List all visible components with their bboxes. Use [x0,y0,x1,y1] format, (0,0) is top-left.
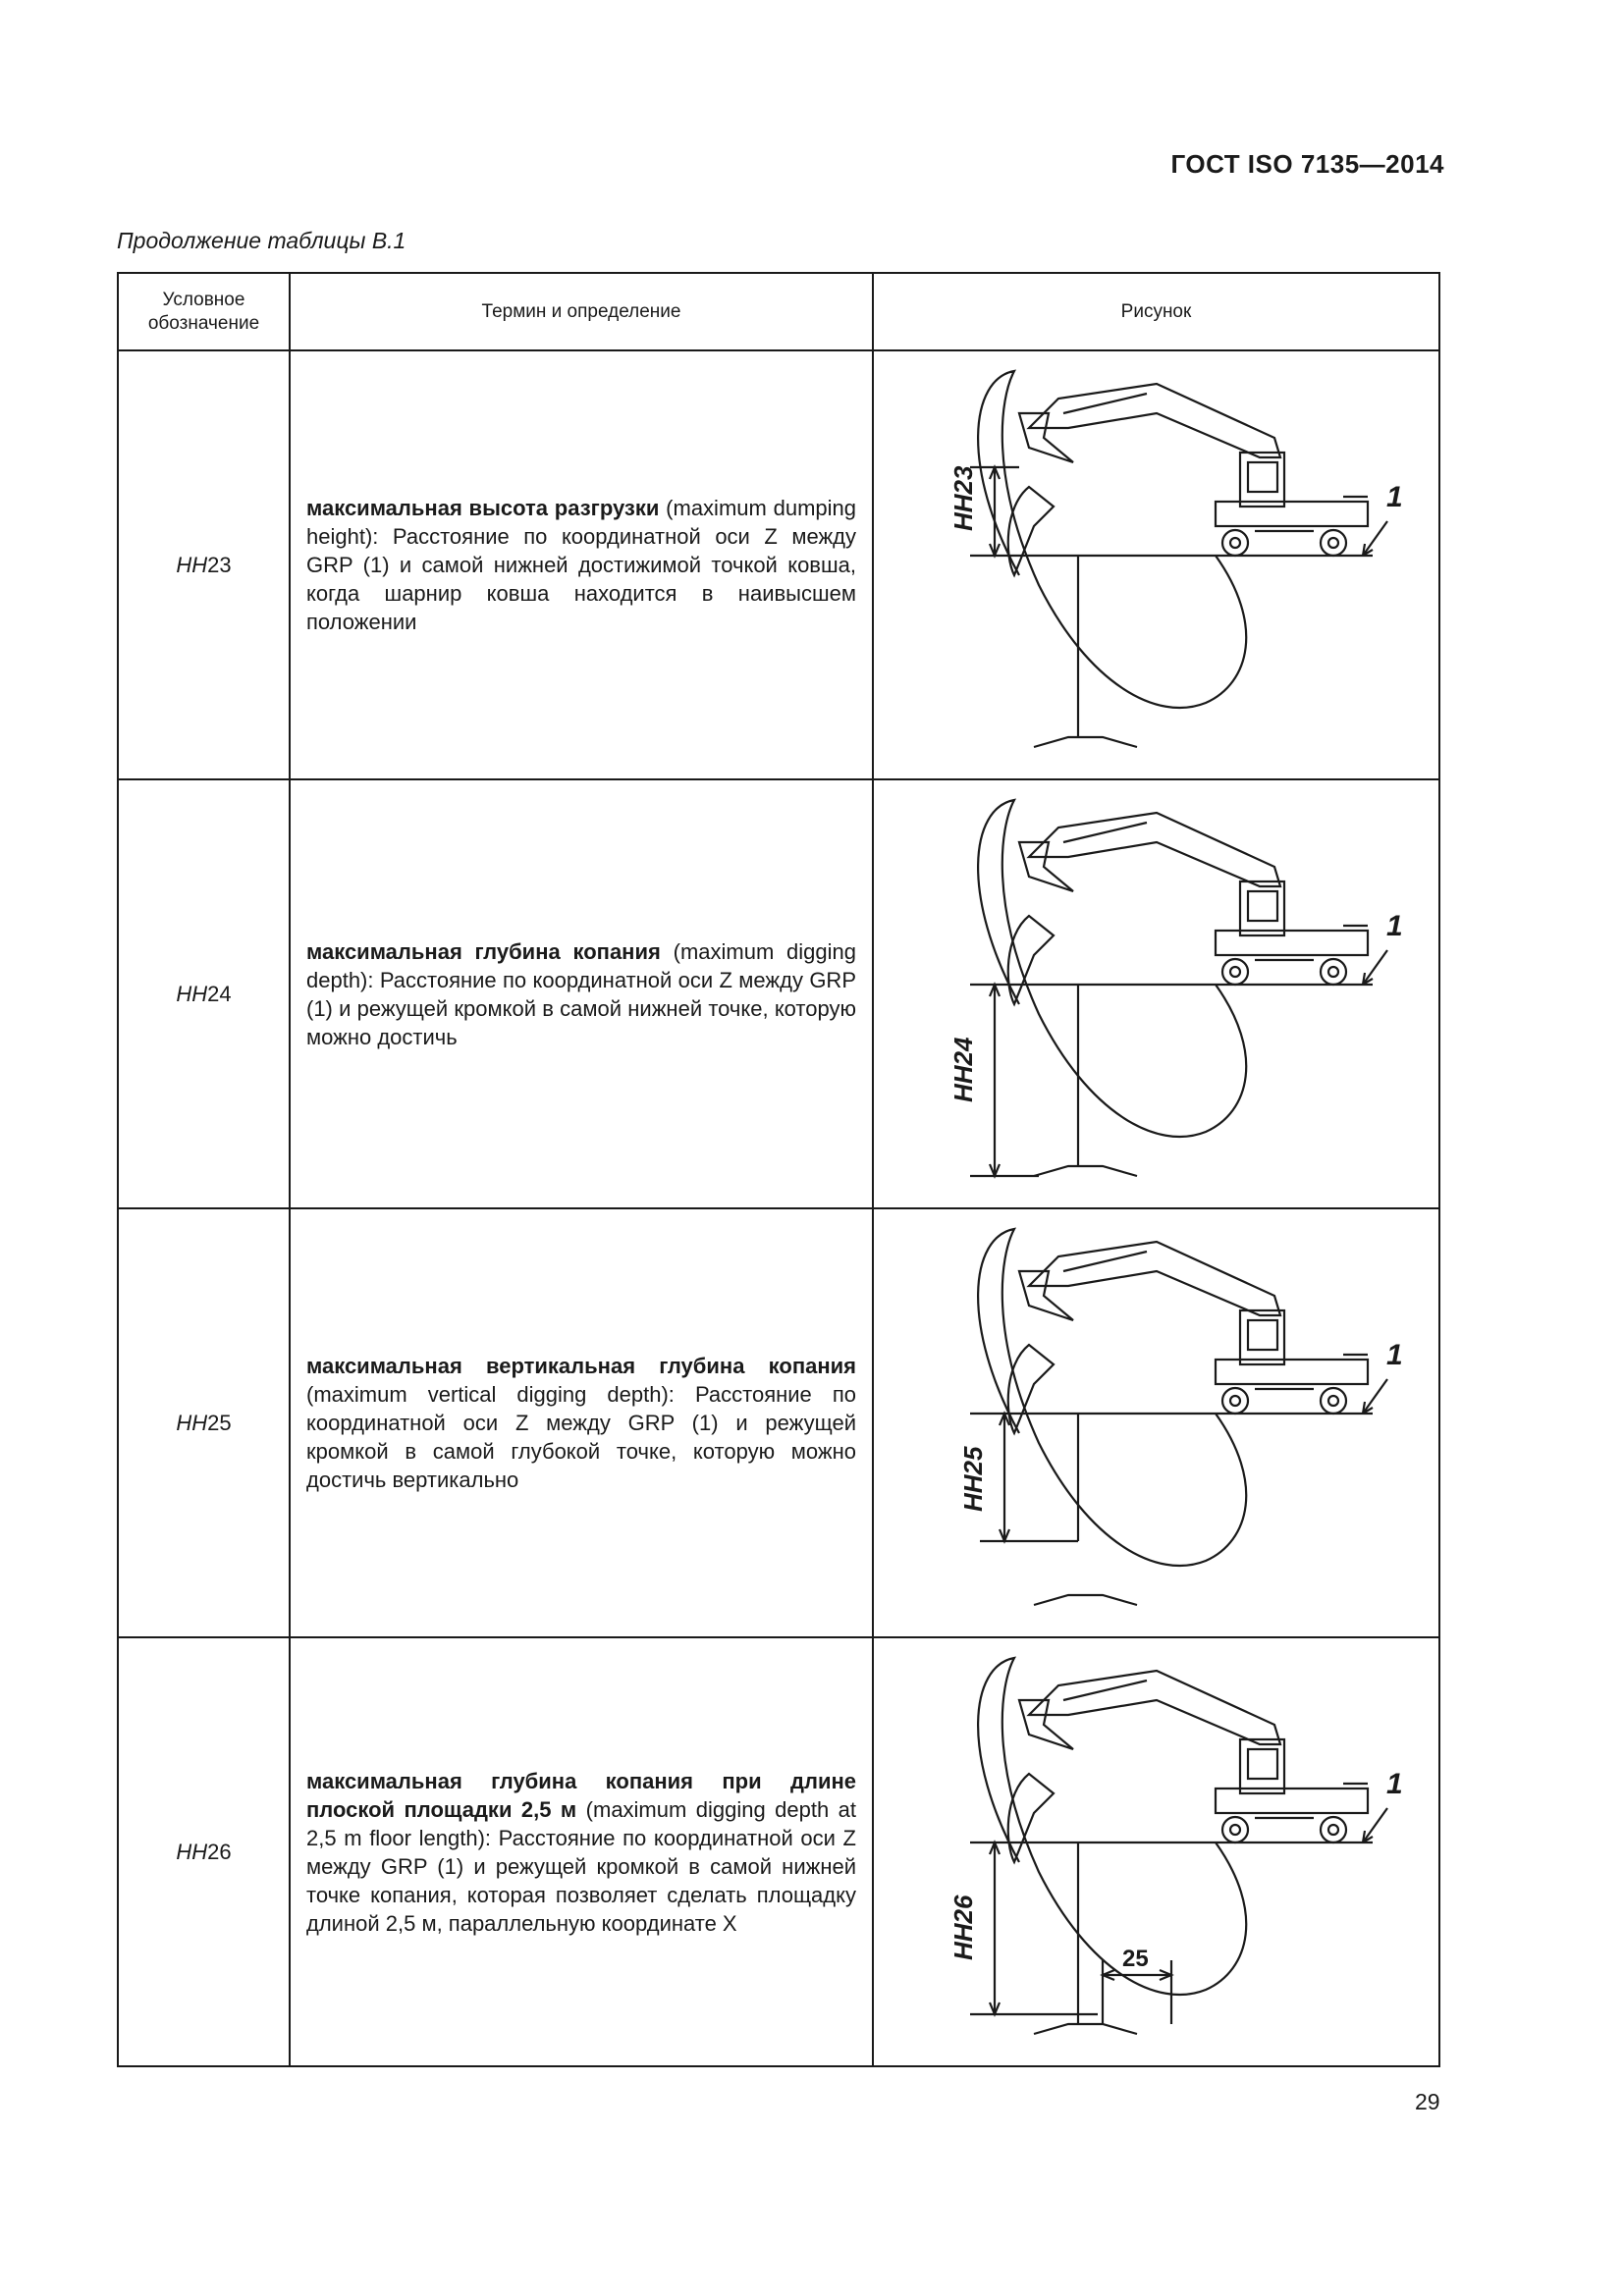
term-definition: (maximum digging depth): Расстояние по координатной оси Z между GRP (1) и режущей кромкой в самой нижней точке, которую можно достичь [306,938,857,1049]
floor-length-label: 25 [1121,1945,1149,1972]
symbol-number: 25 [207,1410,232,1435]
excavator-figure [901,1646,1412,2058]
table-row [118,1637,1439,2066]
symbol-prefix: HH [176,1839,208,1864]
symbol-prefix: HH [176,981,208,1006]
column-header-symbol: Условное обозначение [118,273,290,350]
term-title: максимальная высота разгрузки [306,496,660,520]
symbol-number: 24 [207,981,232,1006]
symbol-number: 23 [207,552,232,577]
column-header-figure: Рисунок [873,273,1439,350]
symbol-number: 26 [207,1839,232,1864]
document-id: ГОСТ ISO 7135—2014 [1170,149,1444,179]
term-cell [290,350,873,779]
table-row [118,350,1439,779]
page-number: 29 [1415,2089,1440,2114]
dimension-label: HH25 [957,1446,988,1512]
symbol-prefix: HH [176,1410,208,1435]
table-row [118,1208,1439,1637]
excavator-figure [901,788,1412,1201]
excavator-figure [901,359,1412,772]
symbol-cell [118,1637,290,2066]
dimension-label: HH24 [947,1037,978,1102]
table-caption: Продолжение таблицы В.1 [117,228,406,253]
dimension-label: HH23 [947,465,978,531]
figure-cell [873,1637,1439,2066]
term-definition: (maximum vertical digging depth): Расстояние по координатной оси Z между GRP (1) и режущей кромкой в самой глубокой точке, которую можно достичь вертикально [306,1382,856,1492]
symbol-cell [118,350,290,779]
term-title: максимальная вертикальная глубина копания [306,1354,856,1378]
symbol-cell [118,779,290,1208]
term-cell [290,1208,873,1637]
symbol-cell [118,1208,290,1637]
term-cell [290,1637,873,2066]
table-header-row [118,273,1439,350]
grp-label: 1 [1385,1338,1403,1371]
grp-label: 1 [1385,1767,1403,1800]
symbol-prefix: HH [176,552,208,577]
column-header-term: Термин и определение [290,273,873,350]
table-row [118,779,1439,1208]
definitions-table [117,272,1440,2067]
term-title: максимальная глубина копания [306,938,661,964]
grp-label: 1 [1385,909,1403,942]
term-definition: (maximum dumping height): Расстояние по координатной оси Z между GRP (1) и самой нижней достижимой точкой ковша, когда шарнир ковша находится в наивысшем положении [306,496,856,634]
dimension-label: HH26 [947,1895,978,1960]
term-title: максимальная глубина копания при длине плоской площадки 2,5 м [306,1768,856,1822]
figure-cell [873,779,1439,1208]
figure-cell [873,350,1439,779]
term-definition: (maximum digging depth at 2,5 m floor length): Расстояние по координатной оси Z между GRP (1) и режущей кромкой в самой нижней точке копания, которая позволяет сделать площадку длиной 2,5 м, параллельную координате X [306,1796,857,1936]
excavator-figure [901,1217,1412,1629]
grp-label: 1 [1385,480,1403,513]
term-cell [290,779,873,1208]
figure-cell [873,1208,1439,1637]
